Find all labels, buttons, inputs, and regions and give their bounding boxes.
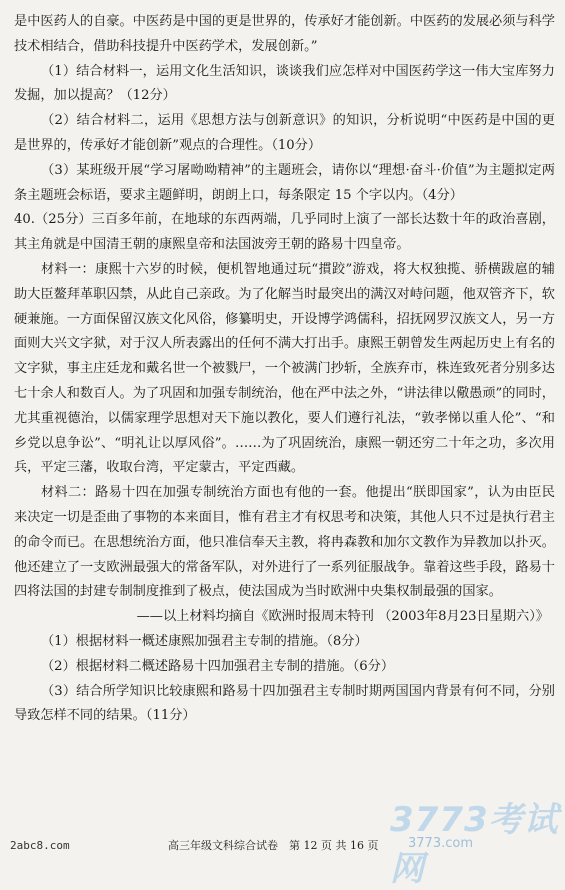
question-39-1: （1）结合材料一，运用文化生活知识，谈谈我们应怎样对中国医药学这一伟大宝库努力发掘，加以提高？（12分） <box>14 63 555 104</box>
watermark-url: 3773.com <box>408 836 473 851</box>
footer-page-info: 高三年级文科综合试卷 第 12 页 共 16 页 <box>168 839 379 852</box>
material-source: ——以上材料均摘自《欧洲时报周末特刊 （2003年8月23日星期六）》 <box>136 609 549 625</box>
continued-text: 是中医药人的自豪。中医药是中国的更是世界的，传承好才能创新。中医药的发展必须与科学技术相结合，借助科技提升中医药学术，发展创新。” <box>14 14 555 54</box>
page-footer <box>0 836 565 856</box>
watermark-brand: 3773考试网 <box>390 800 559 889</box>
question-40-3: （3）结合所学知识比较康熙和路易十四加强君主专制时期两国国内背景有何不同，分别导致怎样不同的结果。（11分） <box>14 683 555 724</box>
question-39-2: （2）结合材料二，运用《思想方法与创新意识》的知识，分析说明“中医药是中国的更是世界的，传承好才能创新”观点的合理性。（10分） <box>14 113 555 153</box>
question-40-1: （1）根据材料一概述康熙加强君主专制的措施。（8分） <box>41 633 368 649</box>
question-40-2: （2）根据材料二概述路易十四加强君主专制的措施。（6分） <box>41 658 395 674</box>
question-39-3: （3）某班级开展“学习屠呦呦精神”的主题班会，请你以“理想·奋斗·价值”为主题拟定两条主题班会标语，要求主题鲜明，朗朗上口，每条限定 15 个字以内。（4分） <box>14 162 555 203</box>
material-two: 材料二：路易十四在加强专制统治方面也有他的一套。他提出“朕即国家”，认为由臣民来决定一切是歪曲了事物的本来面目，惟有君主才有权思考和决策，其他人只不过是执行君主的命令而已。在思想统治方面，他只准信奉天主教，将冉森教和加尔文教作为异教加以扑灭。他还建立了一支欧洲最强大的常备军队，对外进行了一系列征服战争。靠着这些手段，路易十四将法国的封建专制制度推到了极点，使法国成为当时欧洲中央集权制最强的国家。 <box>14 485 555 600</box>
exam-page <box>14 10 555 729</box>
material-one: 材料一：康熙十六岁的时候，便机智地通过玩“摜跤”游戏，将大权独揽、骄横跋扈的辅助大臣鳌拜革职囚禁，从此自己亲政。为了化解当时最突出的满汉对峙问题，他双管齐下，软硬兼施。一方面保留汉族文化风俗，修纂明史，开设博学鸿儒科，招抚网罗汉族文人，另一方面则大兴文字狱，对于汉人所表露出的任何不满大打出手。康熙王朝曾发生两起历史上有名的文字狱，事主庄廷龙和戴名世一个被戮尸，一个被满门抄斩，全族弃市，株连致死者分别多达七十余人和数百人。为了巩固和加强专制统治，他在严中法之外，“讲法律以儆愚顽”的同时，尤其重视德治，以儒家理学思想对天下施以教化，要人们遵行礼法，“敦孝悌以重人伦”、“和乡党以息争讼”、“明礼让以厚风俗”。……为了巩固统治，康熙一朝还穷二十年之功，多次用兵，平定三藩，收取台湾，平定蒙古，平定西藏。 <box>14 261 555 476</box>
footer-site-link: 2abc8.com <box>10 839 70 852</box>
question-40-intro: 40.（25分）三百多年前，在地球的东西两端，几乎同时上演了一部长达数十年的政治喜剧，其主角就是中国清王朝的康熙皇帝和法国波旁王朝的路易十四皇帝。 <box>14 212 555 253</box>
